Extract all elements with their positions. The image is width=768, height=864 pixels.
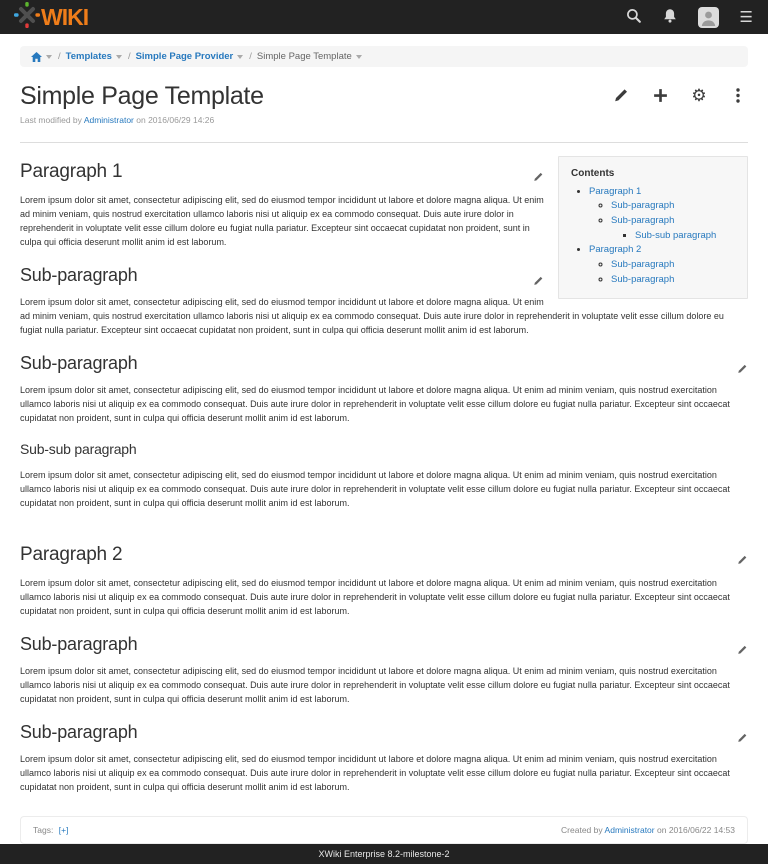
toc-link[interactable]: Sub-paragraph (611, 259, 675, 271)
created-user-link[interactable]: Administrator (604, 825, 655, 836)
notifications-button[interactable] (661, 6, 679, 28)
content-section (20, 349, 748, 425)
breadcrumb-item[interactable]: Simple Page Provider (135, 51, 234, 62)
document-footer (20, 816, 748, 844)
section-edit-pencil-icon[interactable] (737, 635, 748, 663)
document-content (20, 156, 748, 805)
section-paragraph: Lorem ipsum dolor sit amet, consectetur adipiscing elit, sed do eiusmod tempor incididunt ut labore et dolore magna aliqua. Ut enim ad minim veniam, quis nostrud exercitation ullamco laboris nisi ut aliquip ex ea commodo consequat. Duis aute irure dolor in reprehenderit in voluptate velit esse cillum dolore eu fugiat nulla pariatur. Excepteur sint occaecat cupidatat non proident, sunt in culpa qui officia deserunt mollit anim id est laborum. (20, 296, 724, 335)
navbar-right-actions (624, 5, 755, 30)
toc-link[interactable]: Paragraph 2 (589, 244, 642, 256)
toc-item (589, 243, 737, 258)
plus-icon (653, 88, 668, 106)
content-section (20, 439, 748, 510)
create-button[interactable] (652, 88, 668, 106)
toc-item (611, 214, 737, 229)
content-section (20, 540, 748, 618)
toc-link[interactable]: Sub-paragraph (611, 273, 675, 285)
bell-icon (663, 8, 677, 26)
toc-link[interactable]: Sub-paragraph (611, 215, 675, 227)
section-paragraph: Lorem ipsum dolor sit amet, consectetur adipiscing elit, sed do eiusmod tempor incididunt ut labore et dolore magna aliqua. Ut enim ad minim veniam, quis nostrud exercitation ullamco laboris nisi ut aliquip ex ea commodo consequat. Duis aute irure dolor in reprehenderit in voluptate velit esse cillum dolore eu fugiat nulla pariatur. Excepteur sint occaecat cupidatat non proident, sunt in culpa qui officia deserunt mollit anim id est laborum. (20, 385, 730, 424)
breadcrumb-separator: / (249, 51, 252, 62)
toc-title: Contents (571, 168, 615, 179)
breadcrumb-item[interactable]: Simple Page Template (256, 51, 352, 62)
xwiki-logo[interactable] (14, 2, 88, 33)
breadcrumb-separator: / (127, 51, 131, 62)
settings-button[interactable] (691, 88, 707, 105)
created-prefix: Created by (561, 825, 603, 836)
xwiki-x-mark-icon (14, 2, 40, 33)
toc-item (611, 258, 737, 273)
section-paragraph: Lorem ipsum dolor sit amet, consectetur adipiscing elit, sed do eiusmod tempor incididunt ut labore et dolore magna aliqua. Ut enim ad minim veniam, quis nostrud exercitation ullamco laboris nisi ut aliquip ex ea commodo consequat. Duis aute irure dolor in reprehenderit in voluptate velit esse cillum dolore eu fugiat nulla pariatur. Excepteur sint occaecat cupidatat non proident, sunt in culpa qui officia deserunt mollit anim id est laborum. (20, 194, 544, 247)
section-edit-pencil-icon[interactable] (737, 723, 748, 751)
section-heading: Sub-sub paragraph (20, 441, 137, 458)
section-heading: Paragraph 1 (20, 161, 123, 182)
chevron-down-icon[interactable] (116, 55, 122, 59)
section-heading: Sub-paragraph (20, 264, 138, 285)
add-tag-button[interactable]: [+] (58, 825, 69, 836)
breadcrumb (20, 46, 748, 67)
breadcrumb-separator: / (58, 51, 61, 62)
section-paragraph: Lorem ipsum dolor sit amet, consectetur adipiscing elit, sed do eiusmod tempor incididunt ut labore et dolore magna aliqua. Ut enim ad minim veniam, quis nostrud exercitation ullamco laboris nisi ut aliquip ex ea commodo consequat. Duis aute irure dolor in reprehenderit in voluptate velit esse cillum dolore eu fugiat nulla pariatur. Excepteur sint occaecat cupidatat non proident, sunt in culpa qui officia deserunt mollit anim id est laborum. (20, 665, 730, 704)
section-heading: Paragraph 2 (20, 544, 123, 566)
tags-label: Tags: (33, 825, 54, 836)
section-paragraph: Lorem ipsum dolor sit amet, consectetur adipiscing elit, sed do eiusmod tempor incididunt ut labore et dolore magna aliqua. Ut enim ad minim veniam, quis nostrud exercitation ullamco laboris nisi ut aliquip ex ea commodo consequat. Duis aute irure dolor in reprehenderit in voluptate velit esse cillum dolore eu fugiat nulla pariatur. Excepteur sint occaecat cupidatat non proident, sunt in culpa qui officia deserunt mollit anim id est laborum. (20, 469, 730, 508)
toc-link[interactable]: Sub-sub paragraph (635, 229, 717, 241)
modified-prefix: Last modified by (20, 115, 82, 125)
last-modified-line (20, 115, 748, 125)
toc-link[interactable]: Sub-paragraph (611, 200, 675, 212)
section-paragraph: Lorem ipsum dolor sit amet, consectetur adipiscing elit, sed do eiusmod tempor incididunt ut labore et dolore magna aliqua. Ut enim ad minim veniam, quis nostrud exercitation ullamco laboris nisi ut aliquip ex ea commodo consequat. Duis aute irure dolor in reprehenderit in voluptate velit esse cillum dolore eu fugiat nulla pariatur. Excepteur sint occaecat cupidatat non proident, sunt in culpa qui officia deserunt mollit anim id est laborum. (20, 753, 730, 793)
chevron-down-icon[interactable] (46, 55, 52, 59)
toc-link[interactable]: Paragraph 1 (589, 185, 642, 197)
section-heading: Sub-paragraph (20, 633, 138, 654)
xwiki-logo-text: WIKI (41, 3, 89, 30)
toc-list (567, 185, 737, 288)
section-edit-pencil-icon[interactable] (737, 354, 748, 382)
toc-item (589, 185, 737, 200)
search-button[interactable] (624, 6, 644, 29)
version-text: XWiki Enterprise 8.2-milestone-2 (318, 849, 450, 860)
user-avatar (698, 7, 719, 28)
search-icon (626, 8, 642, 27)
modified-suffix: on 2016/06/29 14:26 (136, 115, 215, 125)
header-divider (20, 142, 748, 143)
page-actions (613, 87, 748, 106)
chevron-down-icon[interactable] (237, 55, 243, 59)
page-header (20, 82, 748, 111)
section-heading: Sub-paragraph (20, 352, 138, 373)
breadcrumb-item[interactable]: Templates (65, 51, 112, 62)
more-actions-button[interactable] (730, 88, 746, 106)
section-edit-pencil-icon[interactable] (533, 162, 544, 192)
drawer-menu-button[interactable] (738, 8, 755, 27)
top-navbar (0, 0, 768, 34)
table-of-contents (558, 156, 748, 299)
gear-icon: ⚙ (691, 86, 707, 106)
kebab-menu-icon (736, 88, 740, 106)
edit-button[interactable] (613, 87, 629, 106)
created-line (561, 825, 735, 835)
toc-item (611, 199, 737, 214)
section-heading: Sub-paragraph (20, 721, 138, 742)
tags-area (33, 825, 68, 835)
toc-item (611, 273, 737, 288)
toc-item (635, 229, 737, 244)
user-menu-button[interactable] (696, 5, 721, 30)
section-paragraph: Lorem ipsum dolor sit amet, consectetur adipiscing elit, sed do eiusmod tempor incididunt ut labore et dolore magna aliqua. Ut enim ad minim veniam, quis nostrud exercitation ullamco laboris nisi ut aliquip ex ea commodo consequat. Duis aute irure dolor in reprehenderit in voluptate velit esse cillum dolore eu fugiat nulla pariatur. Excepteur sint occaecat cupidatat non proident, sunt in culpa qui officia deserunt mollit anim id est laborum. (20, 577, 730, 616)
content-section (20, 718, 748, 794)
section-edit-pencil-icon[interactable] (533, 266, 544, 294)
modified-user-link[interactable]: Administrator (83, 115, 134, 125)
created-suffix: on 2016/06/22 14:53 (657, 825, 735, 836)
section-edit-pencil-icon[interactable] (737, 545, 748, 575)
page-title: Simple Page Template (20, 82, 264, 110)
pencil-icon (613, 87, 629, 106)
breadcrumb-home-icon[interactable] (31, 52, 42, 61)
version-bar (0, 844, 768, 864)
chevron-down-icon[interactable] (356, 55, 362, 59)
content-section (20, 630, 748, 706)
hamburger-icon: ☰ (739, 7, 753, 26)
